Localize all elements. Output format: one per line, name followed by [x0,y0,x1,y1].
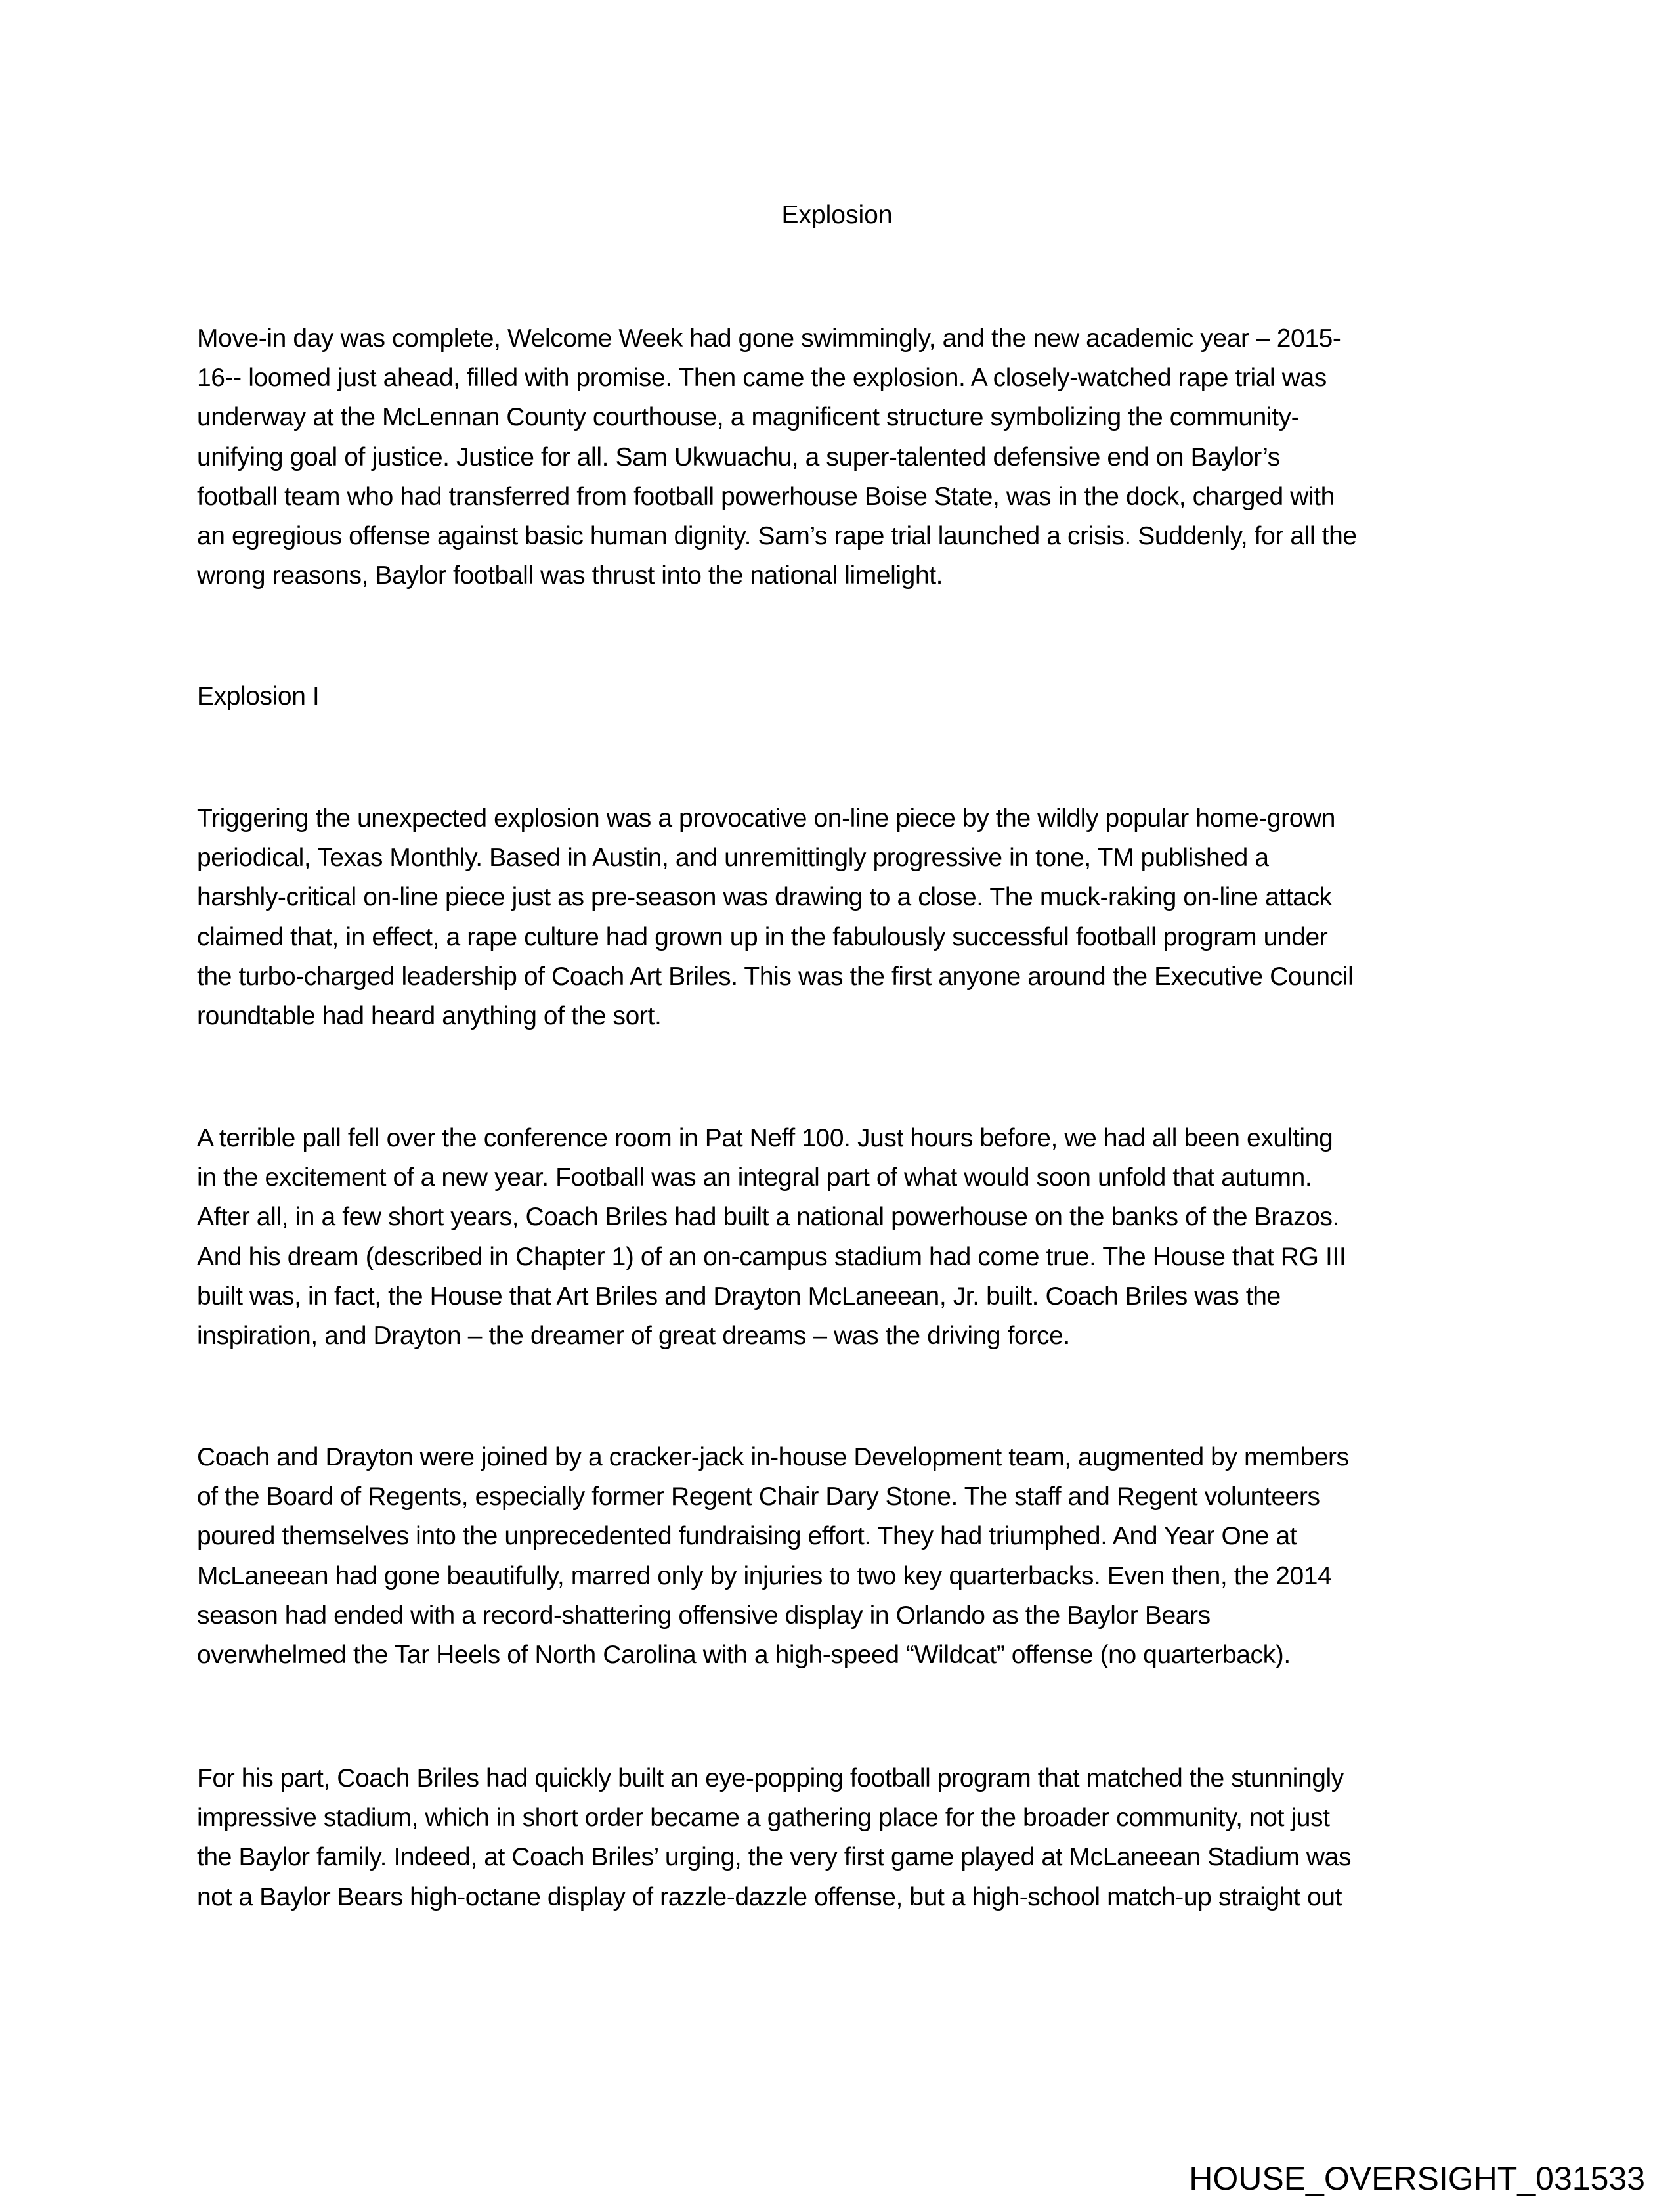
text-line: roundtable had heard anything of the sort. [197,1002,662,1031]
text-line: of the Board of Regents, especially former Regent Chair Dary Stone. The staff and Regent volunteers [197,1483,1320,1511]
text-line: Move-in day was complete, Welcome Week had gone swimmingly, and the new academic year – 2015- [197,324,1341,353]
text-line: McLaneean had gone beautifully, marred only by injuries to two key quarterbacks. Even then, the 2014 [197,1561,1332,1590]
paragraph-1 [197,319,1357,596]
text-line: an egregious offense against basic human dignity. Sam’s rape trial launched a crisis. Suddenly, for all the [197,522,1357,551]
text-line: the turbo-charged leadership of Coach Art Briles. This was the first anyone around the Executive Council [197,962,1354,991]
text-line: wrong reasons, Baylor football was thrust into the national limelight. [197,561,943,590]
paragraph-3 [197,1119,1346,1356]
text-line: periodical, Texas Monthly. Based in Austin, and unremittingly progressive in tone, TM published a [197,844,1269,873]
text-line: underway at the McLennan County courthouse, a magnificent structure symbolizing the community- [197,403,1300,432]
text-line: impressive stadium, which in short order became a gathering place for the broader community, not just [197,1804,1330,1832]
text-line: inspiration, and Drayton – the dreamer of great dreams – was the driving force. [197,1322,1070,1351]
paragraph-4 [197,1438,1349,1675]
text-line: not a Baylor Bears high-octane display of razzle-dazzle offense, but a high-school match-up straight out [197,1882,1342,1911]
text-line: unifying goal of justice. Justice for all. Sam Ukwuachu, a super-talented defensive end on Baylor’s [197,443,1280,471]
paragraph-2 [197,799,1353,1036]
text-line: After all, in a few short years, Coach Briles had built a national powerhouse on the banks of the Brazos. [197,1203,1340,1232]
text-line: overwhelmed the Tar Heels of North Carolina with a high-speed “Wildcat” offense (no quarterback). [197,1641,1291,1670]
text-line: the Baylor family. Indeed, at Coach Briles’ urging, the very first game played at McLaneean Stadium was [197,1843,1352,1872]
text-line: 16-- loomed just ahead, filled with promise. Then came the explosion. A closely-watched rape trial was [197,364,1327,393]
text-line: For his part, Coach Briles had quickly built an eye-popping football program that matched the stunningly [197,1764,1344,1792]
text-line: football team who had transferred from football powerhouse Boise State, was in the dock, charged with [197,482,1335,511]
page-title: Explosion [781,201,893,229]
text-line: A terrible pall fell over the conference room in Pat Neff 100. Just hours before, we had all been exulting [197,1124,1333,1152]
text-line: claimed that, in effect, a rape culture had grown up in the fabulously successful football program under [197,922,1328,951]
text-line: in the excitement of a new year. Football was an integral part of what would soon unfold that autumn. [197,1163,1312,1192]
text-line: built was, in fact, the House that Art Briles and Drayton McLaneean, Jr. built. Coach Briles was the [197,1282,1281,1311]
text-line: harshly-critical on-line piece just as pre-season was drawing to a close. The muck-raking on-line attack [197,883,1332,912]
paragraph-5 [197,1759,1351,1917]
text-line: And his dream (described in Chapter 1) of an on-campus stadium had come true. The House that RG III [197,1242,1346,1271]
text-line: Coach and Drayton were joined by a cracker-jack in-house Development team, augmented by members [197,1443,1349,1471]
text-line: Triggering the unexpected explosion was a provocative on-line piece by the wildly popular home-grown [197,804,1336,833]
text-line: season had ended with a record-shattering offensive display in Orlando as the Baylor Bears [197,1601,1211,1630]
text-line: poured themselves into the unprecedented fundraising effort. They had triumphed. And Year One at [197,1522,1297,1551]
section-heading: Explosion I [197,682,320,710]
bates-footer: HOUSE_OVERSIGHT_031533 [1189,2160,1645,2197]
